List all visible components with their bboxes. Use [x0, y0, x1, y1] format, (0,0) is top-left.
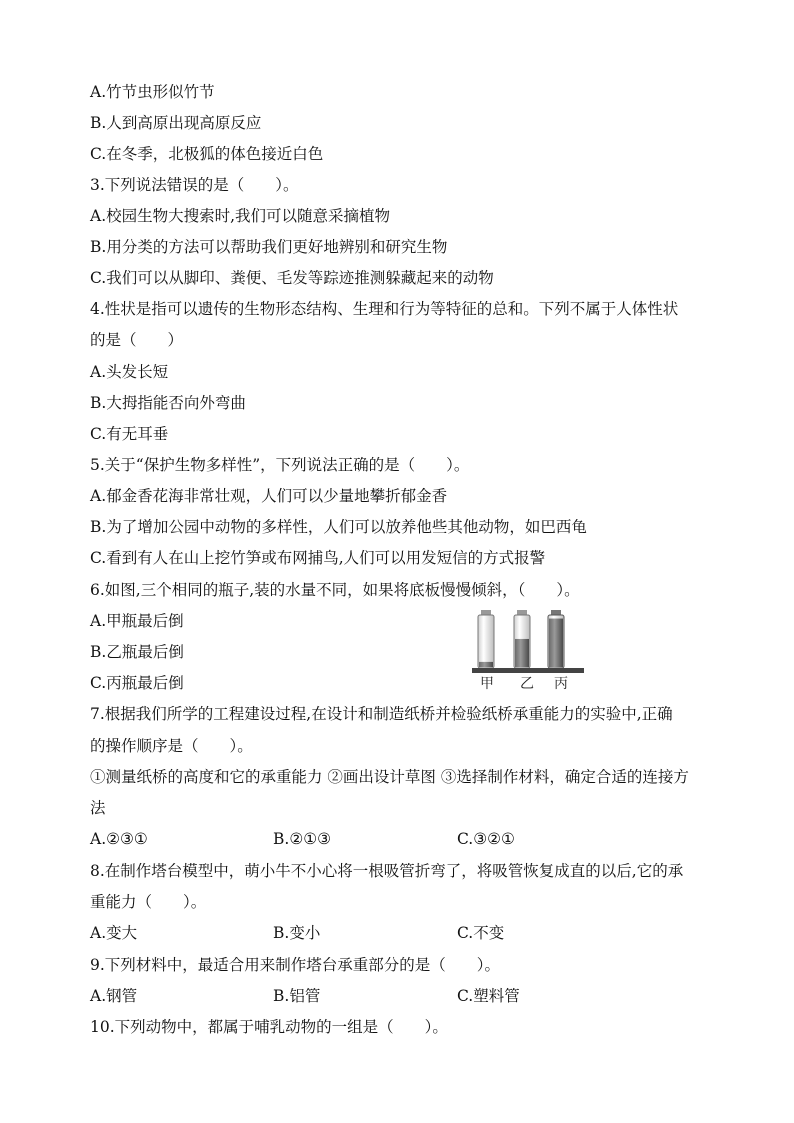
- bottle-jia: [478, 610, 494, 668]
- q5-option-a: A.郁金香花海非常壮观，人们可以少量地攀折郁金香: [90, 487, 448, 505]
- question-5: 5.关于“保护生物多样性”，下列说法正确的是（ ）。: [90, 456, 470, 474]
- q7-option-c: C.③②①: [457, 830, 515, 848]
- question-7-line-1: 7.根据我们所学的工程建设过程,在设计和制造纸桥并检验纸桥承重能力的实验中,正确: [90, 705, 673, 723]
- q2-option-c: C.在冬季，北极狐的体色接近白色: [90, 145, 324, 163]
- question-4-line-2: 的是（ ）: [90, 331, 184, 349]
- q7-option-b: B.②①③: [273, 830, 332, 848]
- q6-option-b: B.乙瓶最后倒: [90, 643, 184, 661]
- q5-option-b: B.为了增加公园中动物的多样性，人们可以放养他些其他动物，如巴西龟: [90, 518, 587, 536]
- q4-option-a: A.头发长短: [90, 363, 169, 381]
- q3-option-b: B.用分类的方法可以帮助我们更好地辨别和研究生物: [90, 238, 448, 256]
- question-8-line-2: 重能力（ ）。: [90, 893, 207, 911]
- q7-option-a: A.②③①: [90, 830, 148, 848]
- q6-option-a: A.甲瓶最后倒: [90, 612, 184, 630]
- question-6: 6.如图,三个相同的瓶子,装的水量不同，如果将底板慢慢倾斜，（ ）。: [90, 581, 580, 599]
- q4-option-b: B.大拇指能否向外弯曲: [90, 394, 246, 412]
- q8-option-b: B.变小: [273, 924, 321, 942]
- q9-option-c: C.塑料管: [457, 987, 520, 1005]
- question-9: 9.下列材料中，最适合用来制作塔台承重部分的是（ ）。: [90, 956, 501, 974]
- question-7-line-2: 的操作顺序是（ ）。: [90, 737, 253, 755]
- label-bing: 丙: [554, 676, 568, 692]
- q2-option-a: A.竹节虫形似竹节: [90, 83, 215, 101]
- bottle-yi: [514, 610, 530, 668]
- bottle-yi-water: [515, 639, 529, 667]
- question-4-line-1: 4.性状是指可以遗传的生物形态结构、生理和行为等特征的总和。下列不属于人体性状: [90, 300, 679, 318]
- bottle-jia-water: [479, 662, 493, 667]
- question-10: 10.下列动物中，都属于哺乳动物的一组是（ ）。: [90, 1018, 448, 1036]
- q6-option-c: C.丙瓶最后倒: [90, 674, 184, 692]
- question-3: 3.下列说法错误的是（ ）。: [90, 176, 299, 194]
- question-8-line-1: 8.在制作塔台模型中，萌小牛不小心将一根吸管折弯了，将吸管恢复成直的以后,它的承: [90, 862, 684, 880]
- q4-option-c: C.有无耳垂: [90, 425, 169, 443]
- label-yi: 乙: [520, 676, 534, 692]
- bottle-bing-water: [549, 619, 563, 667]
- q9-option-b: B.铝管: [273, 987, 321, 1005]
- question-7-steps-cont: 法: [90, 799, 106, 817]
- label-jia: 甲: [480, 676, 494, 692]
- q2-option-b: B.人到高原出现高原反应: [90, 114, 262, 132]
- bottle-bing: [548, 610, 564, 668]
- q5-option-c: C.看到有人在山上挖竹笋或布网捕鸟,人们可以用发短信的方式报警: [90, 549, 546, 567]
- q9-option-a: A.钢管: [90, 987, 138, 1005]
- q8-option-a: A.变大: [90, 924, 138, 942]
- bottles-illustration: [472, 608, 592, 678]
- q3-option-c: C.我们可以从脚印、粪便、毛发等踪迹推测躲藏起来的动物: [90, 269, 494, 287]
- q3-option-a: A.校园生物大搜索时,我们可以随意采摘植物: [90, 207, 391, 225]
- q8-option-c: C.不变: [457, 924, 505, 942]
- tilting-board: [472, 668, 584, 673]
- question-7-steps: ①测量纸桥的高度和它的承重能力 ②画出设计草图 ③选择制作材料，确定合适的连接方: [90, 768, 689, 786]
